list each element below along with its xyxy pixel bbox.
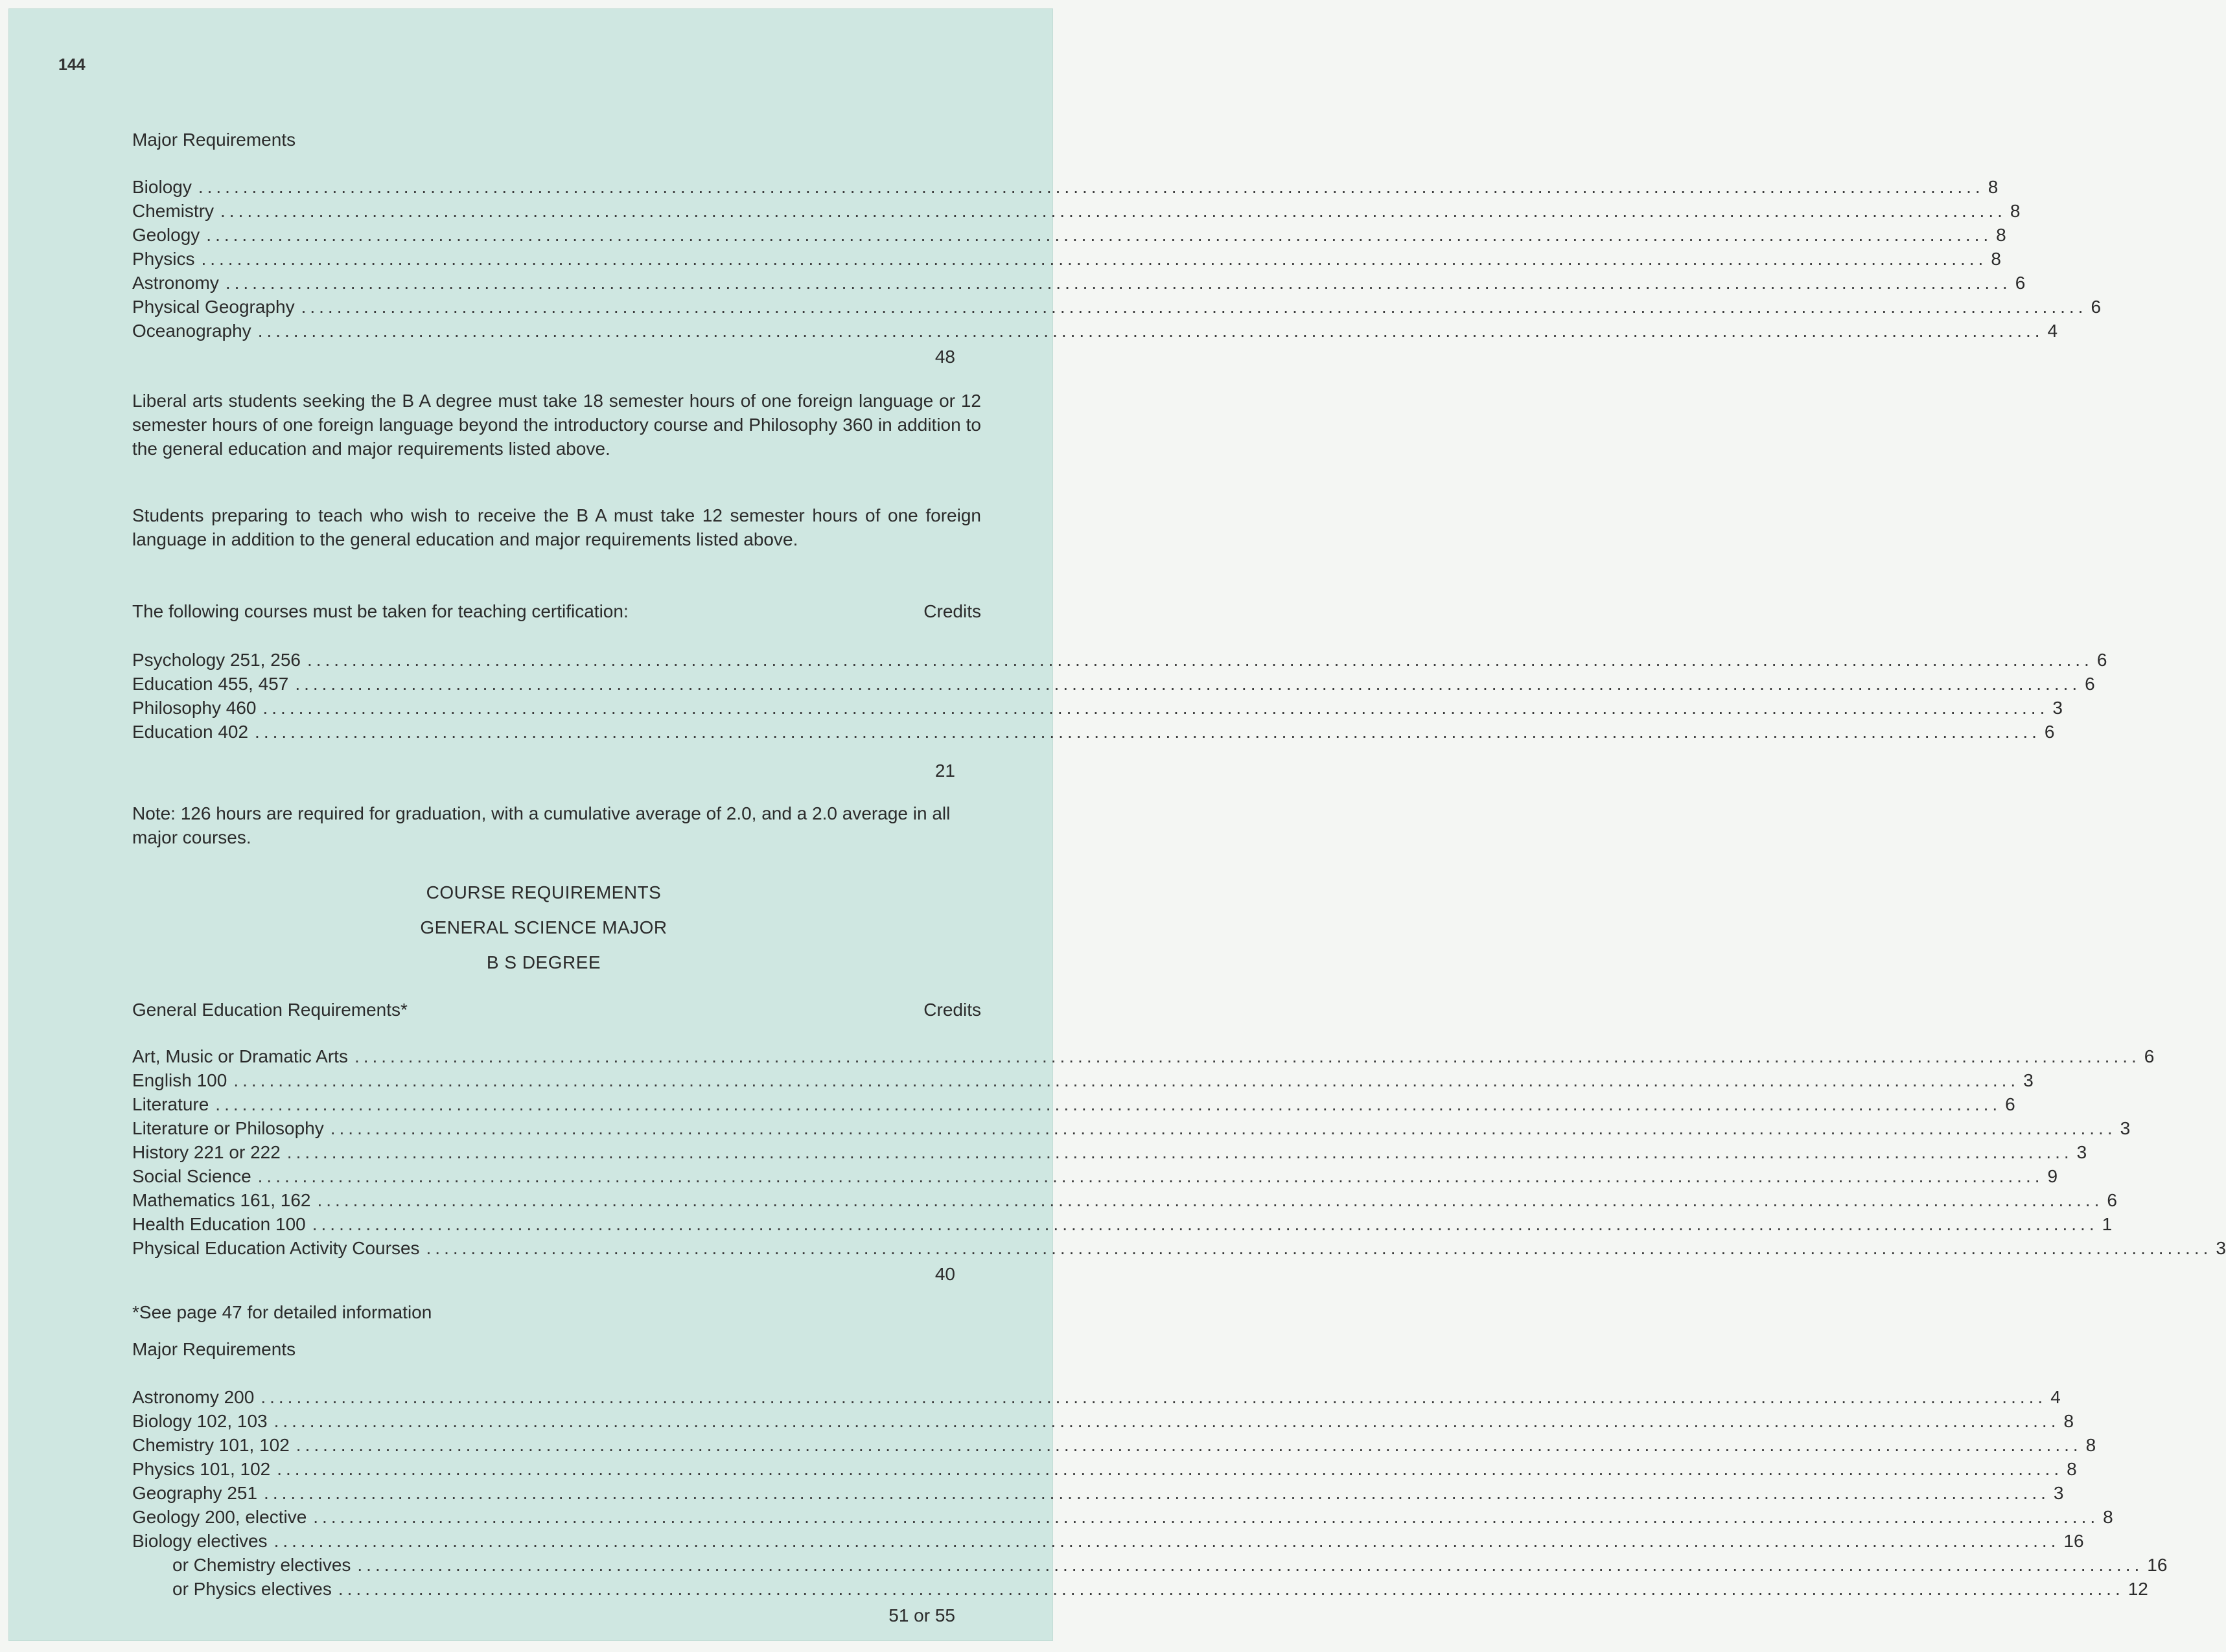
item-label: Physics [132, 249, 195, 269]
list-item [132, 175, 1999, 199]
dot-leader: ........................................................................................................................................................................................................ [262, 698, 2049, 718]
dot-leader: ........................................................................................................................................................................................................ [426, 1238, 2212, 1258]
list-item [132, 1409, 2074, 1433]
list-item [132, 1092, 2015, 1116]
item-label: Philosophy 460 [132, 698, 257, 718]
list-item [132, 1164, 2058, 1188]
teaching-paragraph: Students preparing to teach who wish to receive the B A must take 12 semester hours of one foreign language in addition to the general education and major requirements listed above. [132, 505, 981, 549]
item-credits: 8 [2085, 1435, 2096, 1455]
major-requirements-heading: Major Requirements [132, 130, 296, 150]
item-credits: 8 [2010, 201, 2021, 221]
gen-ed-footnote: *See page 47 for detailed information [132, 1302, 432, 1322]
list-item [132, 1385, 2061, 1409]
item-label: Biology electives [132, 1531, 268, 1551]
list-item [132, 295, 2102, 319]
gen-ed-heading: General Education Requirements* [132, 1000, 408, 1020]
graduation-note: Note: 126 hours are required for graduation, with a cumulative average of 2.0, and a 2.0 average in all major courses. [132, 803, 951, 847]
list-item [132, 1140, 2087, 1164]
dot-leader: ........................................................................................................................................................................................................ [286, 1142, 2073, 1162]
dot-leader: ........................................................................................................................................................................................................ [354, 1046, 2140, 1066]
item-credits: 4 [2050, 1387, 2061, 1407]
list-item [132, 1457, 2077, 1481]
list-item [132, 1553, 2168, 1577]
item-credits: 3 [2120, 1118, 2131, 1138]
item-credits: 16 [2063, 1531, 2084, 1551]
item-credits: 6 [2085, 674, 2095, 694]
dot-leader: ........................................................................................................................................................................................................ [338, 1579, 2124, 1599]
list-item [132, 1481, 2064, 1505]
item-label: Education 402 [132, 722, 249, 742]
certification-total: 21 [934, 761, 955, 781]
dot-leader: ........................................................................................................................................................................................................ [301, 297, 2087, 317]
item-label: Biology [132, 177, 192, 197]
list-item [132, 648, 2107, 672]
certification-credits-label: Credits [923, 601, 981, 621]
item-credits: 3 [2053, 1483, 2064, 1503]
list-item [132, 247, 2001, 271]
item-credits: 9 [2047, 1166, 2058, 1186]
certification-heading: The following courses must be taken for teaching certification: [132, 601, 629, 621]
list-item [132, 271, 2026, 295]
page-number: 144 [58, 56, 86, 74]
dot-leader: ........................................................................................................................................................................................................ [295, 674, 2081, 694]
item-label: Literature [132, 1094, 209, 1114]
item-credits: 8 [1988, 177, 1999, 197]
item-credits: 6 [2144, 1046, 2155, 1066]
dot-leader: ........................................................................................................................................................................................................ [201, 249, 1988, 269]
item-label: Art, Music or Dramatic Arts [132, 1046, 348, 1066]
item-label: Geography 251 [132, 1483, 258, 1503]
item-credits: 8 [1991, 249, 2001, 269]
dot-leader: ........................................................................................................................................................................................................ [255, 722, 2041, 742]
item-label: Biology 102, 103 [132, 1411, 268, 1431]
item-label: Literature or Philosophy [132, 1118, 324, 1138]
dot-leader: ........................................................................................................................................................................................................ [264, 1483, 2050, 1503]
dot-leader: ........................................................................................................................................................................................................ [220, 201, 2006, 221]
item-label: History 221 or 222 [132, 1142, 281, 1162]
dot-leader: ........................................................................................................................................................................................................ [257, 321, 2044, 341]
list-item [132, 1529, 2084, 1553]
certification-header [132, 599, 981, 623]
list-item [132, 1505, 2113, 1529]
item-label: Social Science [132, 1166, 251, 1186]
list-item [132, 672, 2095, 696]
item-label: Chemistry 101, 102 [132, 1435, 290, 1455]
item-credits: 3 [2216, 1238, 2226, 1258]
list-item [132, 696, 2063, 720]
dot-leader: ........................................................................................................................................................................................................ [257, 1166, 2044, 1186]
item-label: Geology [132, 225, 200, 245]
item-label: Astronomy 200 [132, 1387, 255, 1407]
item-label: Psychology 251, 256 [132, 650, 301, 670]
dot-leader: ........................................................................................................................................................................................................ [225, 273, 2012, 293]
title-course-requirements: COURSE REQUIREMENTS [426, 882, 662, 902]
dot-leader: ........................................................................................................................................................................................................ [277, 1459, 2063, 1479]
list-item [132, 1044, 2155, 1068]
dot-leader: ........................................................................................................................................................................................................ [215, 1094, 2002, 1114]
list-item [132, 1236, 2226, 1260]
list-item [132, 1212, 2113, 1236]
dot-leader: ........................................................................................................................................................................................................ [307, 650, 2093, 670]
list-item [132, 1188, 2117, 1212]
list-item [132, 720, 2055, 744]
item-label: Oceanography [132, 321, 251, 341]
major-requirements-total: 48 [934, 347, 955, 367]
page [9, 9, 2226, 1640]
item-label: Astronomy [132, 273, 219, 293]
item-label: Mathematics 161, 162 [132, 1190, 311, 1210]
item-credits: 16 [2147, 1555, 2168, 1575]
item-label: English 100 [132, 1070, 227, 1090]
item-credits: 6 [2096, 650, 2107, 670]
major-requirements-2-total: 51 or 55 [888, 1605, 955, 1625]
item-credits: 6 [2015, 273, 2026, 293]
title-bs-degree: B S DEGREE [486, 952, 601, 972]
dot-leader: ........................................................................................................................................................................................................ [273, 1531, 2060, 1551]
list-item [132, 1433, 2096, 1457]
list-item [132, 319, 2058, 343]
title-general-science-major: GENERAL SCIENCE MAJOR [420, 917, 667, 937]
liberal-arts-paragraph: Liberal arts students seeking the B A degree must take 18 semester hours of one foreign language or 12 semester hours of one foreign language beyond the introductory course and Philosophy 360 in addition to the general education and major requirements listed above. [132, 391, 981, 459]
list-item [132, 1068, 2034, 1092]
item-label: Chemistry [132, 201, 214, 221]
certification-list [132, 648, 2107, 744]
item-label: or Chemistry electives [172, 1555, 351, 1575]
dot-leader: ........................................................................................................................................................................................................ [273, 1411, 2060, 1431]
gen-ed-credits-label: Credits [923, 1000, 981, 1020]
list-item [132, 223, 2006, 247]
gen-ed-list [132, 1044, 2226, 1260]
item-credits: 1 [2102, 1214, 2113, 1234]
item-credits: 6 [2005, 1094, 2015, 1114]
item-credits: 6 [2091, 297, 2102, 317]
major-requirements-list [132, 175, 2102, 343]
major-requirements-2-list [132, 1385, 2168, 1601]
dot-leader: ........................................................................................................................................................................................................ [233, 1070, 2020, 1090]
major-requirements-2-heading: Major Requirements [132, 1339, 296, 1359]
item-label: Physical Geography [132, 297, 295, 317]
item-credits: 6 [2107, 1190, 2117, 1210]
item-credits: 6 [2044, 722, 2055, 742]
item-credits: 3 [2023, 1070, 2034, 1090]
gen-ed-total: 40 [934, 1264, 955, 1284]
item-credits: 8 [2063, 1411, 2074, 1431]
dot-leader: ........................................................................................................................................................................................................ [206, 225, 1993, 245]
list-item [132, 1116, 2131, 1140]
dot-leader: ........................................................................................................................................................................................................ [312, 1214, 2098, 1234]
item-credits: 8 [2103, 1507, 2113, 1527]
dot-leader: ........................................................................................................................................................................................................ [313, 1507, 2100, 1527]
dot-leader: ........................................................................................................................................................................................................ [317, 1190, 2104, 1210]
item-credits: 3 [2052, 698, 2063, 718]
item-credits: 3 [2076, 1142, 2087, 1162]
dot-leader: ........................................................................................................................................................................................................ [261, 1387, 2047, 1407]
dot-leader: ........................................................................................................................................................................................................ [330, 1118, 2116, 1138]
item-label: Health Education 100 [132, 1214, 306, 1234]
item-label: Geology 200, elective [132, 1507, 307, 1527]
item-credits: 12 [2127, 1579, 2148, 1599]
dot-leader: ........................................................................................................................................................................................................ [198, 177, 1984, 197]
list-item [132, 1577, 2148, 1601]
list-item [132, 199, 2021, 223]
item-credits: 8 [2067, 1459, 2077, 1479]
item-credits: 8 [1996, 225, 2006, 245]
dot-leader: ........................................................................................................................................................................................................ [296, 1435, 2082, 1455]
item-label: or Physics electives [172, 1579, 332, 1599]
item-credits: 4 [2047, 321, 2058, 341]
gen-ed-header [132, 998, 981, 1022]
dot-leader: ........................................................................................................................................................................................................ [357, 1555, 2144, 1575]
item-label: Physics 101, 102 [132, 1459, 271, 1479]
item-label: Physical Education Activity Courses [132, 1238, 420, 1258]
item-label: Education 455, 457 [132, 674, 289, 694]
